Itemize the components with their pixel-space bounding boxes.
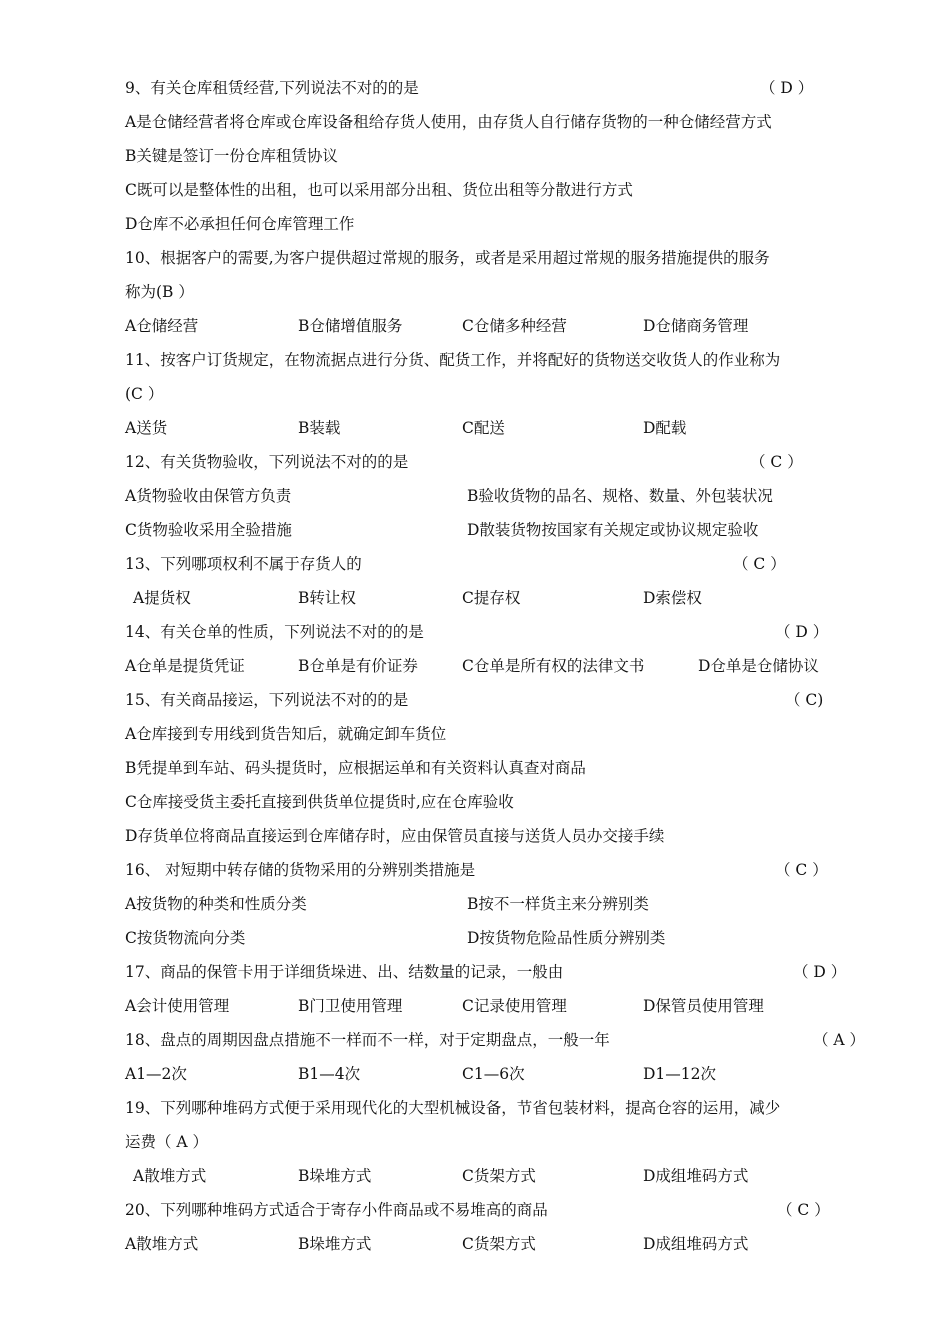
option: B门卫使用管理 [298, 997, 403, 1015]
option: C提存权 [462, 589, 521, 607]
question-10-line1: 10、根据客户的需要,为客户提供超过常规的服务，或者是采用超过常规的服务措施提供的服务 [125, 249, 770, 267]
option: A散堆方式 [125, 1235, 199, 1253]
option: D1—12次 [643, 1065, 717, 1083]
question-text: 16、 对短期中转存储的货物采用的分辨别类措施是 [125, 861, 476, 879]
option: C配送 [462, 419, 505, 437]
statement: C仓库接受货主委托直接到供货单位提货时,应在仓库验收 [125, 793, 514, 811]
option: B仓单是有价证券 [298, 657, 418, 675]
option: B垛堆方式 [298, 1167, 372, 1185]
option: B1—4次 [298, 1065, 361, 1083]
option: C按货物流向分类 [125, 929, 246, 947]
option: D索偿权 [643, 589, 702, 607]
question-13 [125, 552, 880, 576]
option: A按货物的种类和性质分类 [125, 895, 307, 913]
option: D散装货物按国家有关规定或协议规定验收 [467, 521, 759, 539]
option: C1—6次 [462, 1065, 525, 1083]
statement: D仓库不必承担任何仓库管理工作 [125, 215, 355, 233]
option: A会计使用管理 [125, 997, 230, 1015]
question-10-line2: 称为(B ） [125, 283, 194, 301]
option: B垛堆方式 [298, 1235, 372, 1253]
option: C货物验收采用全验措施 [125, 521, 292, 539]
option: C记录使用管理 [462, 997, 567, 1015]
option: A送货 [125, 419, 168, 437]
option: D成组堆码方式 [643, 1167, 749, 1185]
statement: C既可以是整体性的出租，也可以采用部分出租、货位出租等分散进行方式 [125, 181, 633, 199]
question-12 [125, 450, 880, 474]
question-19-line1: 19、下列哪种堆码方式便于采用现代化的大型机械设备，节省包装材料，提高仓容的运用，减少 [125, 1099, 781, 1117]
option: C仓单是所有权的法律文书 [462, 657, 645, 675]
option: C仓储多种经营 [462, 317, 567, 335]
question-18 [125, 1028, 880, 1052]
statement: A是仓储经营者将仓库或仓库设备租给存货人使用，由存货人自行储存货物的一种仓储经营方式 [125, 113, 772, 131]
answer-mark: （ C ） [750, 453, 803, 471]
question-text: 13、下列哪项权利不属于存货人的 [125, 555, 362, 573]
options-row [125, 484, 880, 508]
option: D保管员使用管理 [643, 997, 764, 1015]
answer-mark: （ D ） [760, 79, 814, 97]
option: C货架方式 [462, 1167, 536, 1185]
question-14 [125, 620, 880, 644]
answer-mark: （ D ） [793, 963, 847, 981]
question-11-line2: (C ） [125, 385, 164, 403]
option: A仓单是提货凭证 [125, 657, 245, 675]
options-row [125, 586, 880, 610]
statement: D存货单位将商品直接运到仓库储存时，应由保管员直接与送货人员办交接手续 [125, 827, 665, 845]
option: B装载 [298, 419, 341, 437]
question-20 [125, 1198, 880, 1222]
option: A1—2次 [125, 1065, 187, 1083]
answer-mark: （ D ） [775, 623, 829, 641]
options-row [125, 654, 880, 678]
option: D配载 [643, 419, 687, 437]
options-row [125, 1164, 880, 1188]
option: B转让权 [298, 589, 356, 607]
option: B按不一样货主来分辨别类 [467, 895, 649, 913]
options-row [125, 314, 880, 338]
option: D仓储商务管理 [643, 317, 749, 335]
options-row [125, 416, 880, 440]
option: B验收货物的品名、规格、数量、外包装状况 [467, 487, 773, 505]
question-text: 17、商品的保管卡用于详细货垛进、出、结数量的记录，一般由 [125, 963, 564, 981]
question-text: 14、有关仓单的性质，下列说法不对的的是 [125, 623, 424, 641]
question-9 [125, 76, 880, 100]
question-text: 12、有关货物验收，下列说法不对的的是 [125, 453, 409, 471]
options-row [125, 1062, 880, 1086]
options-row [125, 518, 880, 542]
answer-mark: （ A ） [813, 1031, 866, 1049]
option: D成组堆码方式 [643, 1235, 749, 1253]
option: D按货物危险品性质分辨别类 [467, 929, 666, 947]
option: D仓单是仓储协议 [698, 657, 819, 675]
question-17 [125, 960, 880, 984]
question-19-line2: 运费（ A ） [125, 1133, 209, 1151]
question-16 [125, 858, 880, 882]
options-row [125, 1232, 880, 1256]
statement: B关键是签订一份仓库租赁协议 [125, 147, 338, 165]
question-text: 20、下列哪种堆码方式适合于寄存小件商品或不易堆高的商品 [125, 1201, 548, 1219]
answer-mark: （ C ） [733, 555, 786, 573]
options-row [125, 994, 880, 1018]
question-text: 9、有关仓库租赁经营,下列说法不对的的是 [125, 79, 419, 97]
answer-mark: （ C ） [777, 1201, 830, 1219]
statement: A仓库接到专用线到货告知后，就确定卸车货位 [125, 725, 447, 743]
question-11-line1: 11、按客户订货规定，在物流据点进行分货、配货工作，并将配好的货物送交收货人的作业称为 [125, 351, 781, 369]
answer-mark: （ C ） [775, 861, 828, 879]
option: A提货权 [133, 589, 191, 607]
option: A仓储经营 [125, 317, 199, 335]
option: B仓储增值服务 [298, 317, 403, 335]
question-text: 18、盘点的周期因盘点措施不一样而不一样，对于定期盘点，一般一年 [125, 1031, 610, 1049]
option: C货架方式 [462, 1235, 536, 1253]
option: A散堆方式 [133, 1167, 207, 1185]
statement: B凭提单到车站、码头提货时，应根据运单和有关资料认真查对商品 [125, 759, 586, 777]
options-row [125, 926, 880, 950]
option: A货物验收由保管方负责 [125, 487, 292, 505]
answer-mark: （ C) [785, 691, 824, 709]
question-15 [125, 688, 880, 712]
options-row [125, 892, 880, 916]
question-text: 15、有关商品接运，下列说法不对的的是 [125, 691, 409, 709]
